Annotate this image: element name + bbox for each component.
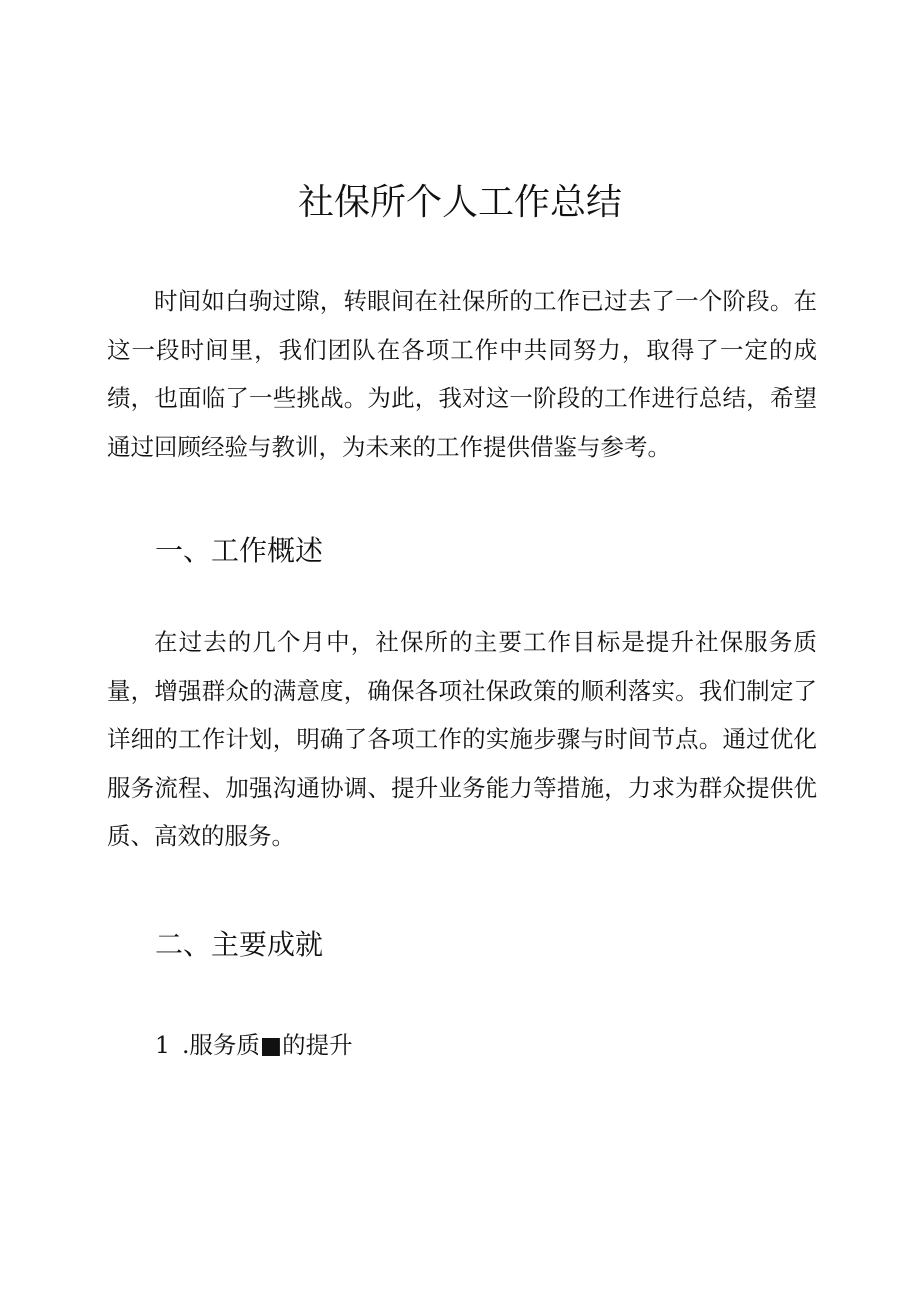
section-heading-achievements: 二、主要成就 xyxy=(155,928,324,961)
overview-paragraph: 在过去的几个月中，社保所的主要工作目标是提升社保服务质量，增强群众的满意度，确保各项社保政策的顺利落实。我们制定了详细的工作计划，明确了各项工作的实施步骤与时间节点。通过优化服务流程、加强沟通协调、提升业务能力等措施，力求为群众提供优质、高效的服务。 xyxy=(107,628,817,850)
sub-item-label: .服务质■的提升 xyxy=(181,1031,353,1059)
sub-item-number: 1 xyxy=(155,1031,170,1059)
section-heading-overview: 一、工作概述 xyxy=(155,534,324,567)
sub-item-service-quality xyxy=(155,1025,353,1065)
page-title: 社保所个人工作总结 xyxy=(297,182,622,223)
intro-paragraph: 时间如白驹过隙，转眼间在社保所的工作已过去了一个阶段。在这一段时间里，我们团队在各项工作中共同努力，取得了一定的成绩，也面临了一些挑战。为此，我对这一阶段的工作进行总结，希望通过回顾经验与教训，为未来的工作提供借鉴与参考。 xyxy=(107,287,817,461)
